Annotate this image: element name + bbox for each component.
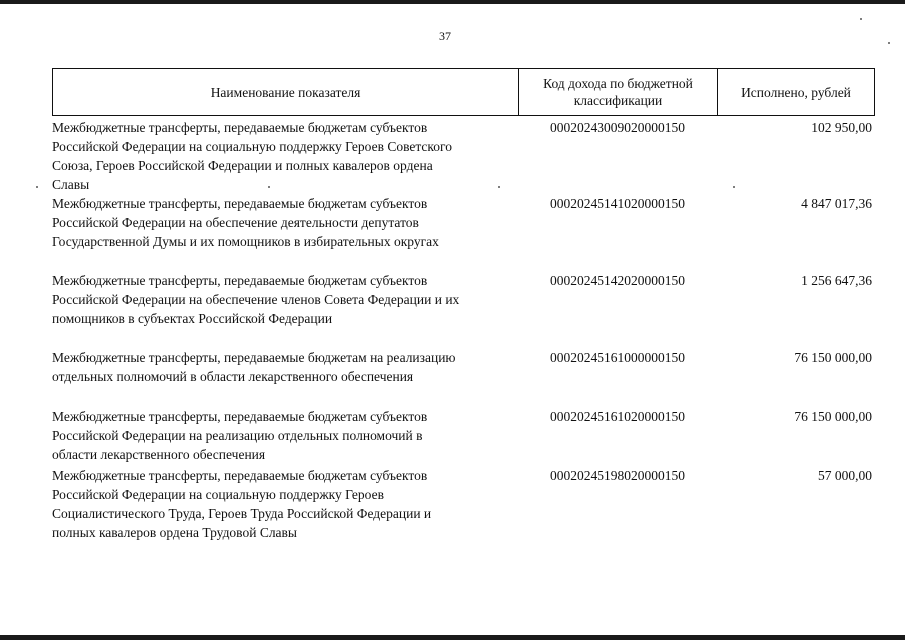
row-name-line: Межбюджетные трансферты, передаваемые бюджетам субъектов [52, 273, 428, 288]
scan-speck [860, 18, 862, 20]
row-indicator-name [52, 348, 522, 386]
scan-edge-bottom [0, 635, 905, 640]
scan-speck [733, 186, 735, 188]
row-income-code: 00020245161020000150 [550, 409, 685, 424]
row-name-line: полных кавалеров ордена Трудовой Славы [52, 525, 297, 540]
row-name-line: Межбюджетные трансферты, передаваемые бюджетам на реализацию [52, 350, 456, 365]
row-name-line: Российской Федерации на обеспечение деятельности депутатов [52, 215, 419, 230]
row-income-code: 00020245198020000150 [550, 468, 685, 483]
row-name-line: Российской Федерации на социальную поддержку Героев Советского [52, 139, 452, 154]
header-income-code [519, 69, 718, 116]
row-name-line: Российской Федерации на реализацию отдельных полномочий в [52, 428, 423, 443]
row-name-line: Межбюджетные трансферты, передаваемые бюджетам субъектов [52, 409, 428, 424]
row-indicator-name [52, 118, 522, 194]
row-name-line: Российской Федерации на социальную поддержку Героев [52, 487, 384, 502]
table-header [52, 68, 875, 116]
row-indicator-name [52, 271, 522, 328]
row-name-line: Союза, Героев Российской Федерации и полных кавалеров ордена [52, 158, 433, 173]
header-income-code-line1: Код дохода по бюджетной [543, 76, 693, 91]
row-indicator-name [52, 407, 522, 464]
row-executed-amount: 1 256 647,36 [801, 273, 872, 288]
header-executed-amount-text: Исполнено, рублей [741, 84, 851, 100]
header-executed-amount [718, 69, 875, 116]
header-indicator-name [53, 69, 519, 116]
row-executed-amount: 102 950,00 [811, 120, 872, 135]
row-name-line: помощников в субъектах Российской Федерации [52, 311, 333, 326]
row-executed-amount: 76 150 000,00 [794, 350, 872, 365]
row-income-code: 00020245141020000150 [550, 196, 685, 211]
scan-edge-top [0, 0, 905, 4]
row-indicator-name [52, 466, 522, 542]
row-name-line: Государственной Думы и их помощников в избирательных округах [52, 234, 439, 249]
row-name-line: Российской Федерации на обеспечение членов Совета Федерации и их [52, 292, 460, 307]
header-indicator-name-text: Наименование показателя [210, 84, 361, 100]
row-name-line: Межбюджетные трансферты, передаваемые бюджетам субъектов [52, 468, 428, 483]
page-number: 37 [439, 29, 451, 43]
row-name-line: Межбюджетные трансферты, передаваемые бюджетам субъектов [52, 120, 428, 135]
row-income-code: 00020245142020000150 [550, 273, 685, 288]
row-executed-amount: 57 000,00 [818, 468, 872, 483]
row-executed-amount: 76 150 000,00 [794, 409, 872, 424]
row-name-line: Социалистического Труда, Героев Труда Российской Федерации и [52, 506, 432, 521]
row-indicator-name [52, 194, 522, 251]
header-income-code-line2: классификации [573, 93, 663, 108]
row-income-code: 00020243009020000150 [550, 120, 685, 135]
row-name-line: области лекарственного обеспечения [52, 447, 266, 462]
scan-speck [36, 186, 38, 188]
row-name-line: отдельных полномочий в области лекарственного обеспечения [52, 369, 414, 384]
row-executed-amount: 4 847 017,36 [801, 196, 872, 211]
row-name-line: Межбюджетные трансферты, передаваемые бюджетам субъектов [52, 196, 428, 211]
row-income-code: 00020245161000000150 [550, 350, 685, 365]
row-name-line: Славы [52, 177, 90, 192]
